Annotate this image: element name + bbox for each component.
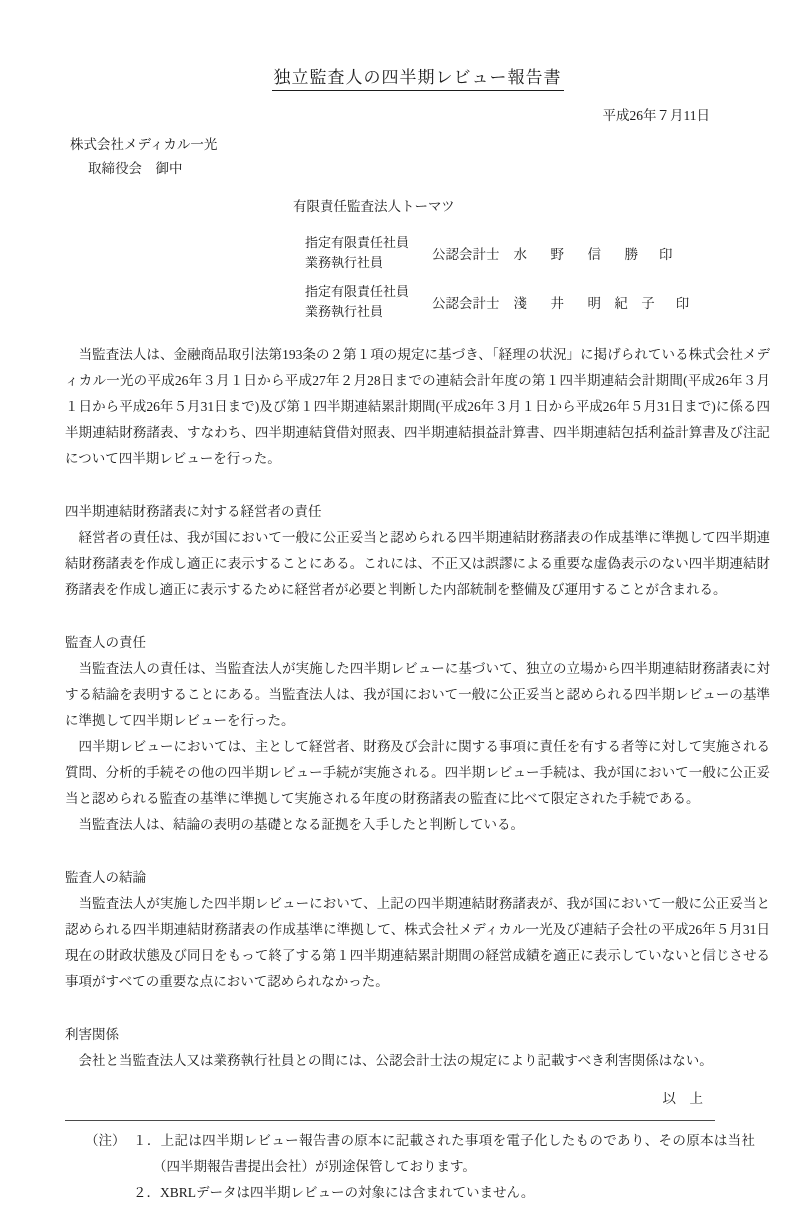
signatory-role-line1: 指定有限責任社員 (305, 235, 410, 250)
page-title (65, 63, 770, 88)
signatory-name: 淺 井 明 紀 子 (513, 296, 660, 311)
section-paragraph: 四半期レビューにおいては、主として経営者、財務及び会計に関する事項に責任を有する者等に対して実施される質問、分析的手続その他の四半期レビュー手続が実施される。四半期レビュー手続は、我が国において一般に公正妥当と認められる監査の基準に準拠して実施される年度の財務諸表の監査に比べて限定された手続である。 (65, 739, 770, 806)
section-heading: 監査人の責任 (65, 635, 146, 650)
page-title-text: 独立監査人の四半期レビュー報告書 (272, 68, 564, 91)
section-paragraph: 当監査法人の責任は、当監査法人が実施した四半期レビューに基づいて、独立の立場から四半期連結財務諸表に対する結論を表明することにある。当監査法人は、我が国において一般に公正妥当と認められる四半期レビューの基準に準拠して四半期レビューを行った。 (65, 661, 770, 728)
addressee-board: 取締役会 御中 (88, 161, 183, 176)
section-management-responsibility (65, 499, 770, 603)
signatory-row (305, 233, 770, 273)
footnote-item (133, 1180, 755, 1206)
footnote-number: １． (133, 1133, 161, 1148)
signatory-qualification: 公認会計士 (432, 296, 500, 311)
intro-paragraph: 当監査法人は、金融商品取引法第193条の２第１項の規定に基づき、「経理の状況」に掲げられている株式会社メディカル一光の平成26年３月１日から平成27年２月28日までの連結会計年度の第１四半期連結会計期間(平成26年３月１日から平成26年５月31日まで)及び第１四半期連結累計期間(平成26年３月１日から平成26年５月31日まで)に係る四半期連結財務諸表、すなわち、四半期連結貸借対照表、四半期連結損益計算書、四半期連結包括利益計算書及び注記について四半期レビューを行った。 (65, 347, 770, 466)
section-auditor-responsibility (65, 630, 770, 838)
addressee-block (65, 133, 770, 181)
footnotes (85, 1128, 770, 1206)
footnote-divider (65, 1120, 715, 1121)
closing-mark: 以 上 (662, 1091, 703, 1106)
addressee-company: 株式会社メディカル一光 (70, 137, 218, 152)
section-heading: 四半期連結財務諸表に対する経営者の責任 (65, 504, 322, 519)
section-heading: 監査人の結論 (65, 870, 146, 885)
footnote-items (133, 1128, 755, 1206)
signatory-name: 水 野 信 勝 (513, 247, 643, 262)
seal-mark: 印 (659, 247, 673, 262)
report-body (65, 342, 770, 1074)
signatory-role-line2: 業務執行社員 (305, 255, 384, 270)
section-paragraph: 会社と当監査法人又は業務執行社員との間には、公認会計士法の規定により記載すべき利害関係はない。 (65, 1053, 713, 1068)
footnote-item (133, 1128, 755, 1180)
auditor-firm-name: 有限責任監査法人トーマツ (293, 199, 455, 214)
signature-block (65, 233, 770, 322)
signatory-role-line1: 指定有限責任社員 (305, 284, 410, 299)
signatory-role (305, 282, 417, 322)
footnote-text: XBRLデータは四半期レビューの対象には含まれていません。 (160, 1185, 535, 1200)
section-paragraph: 当監査法人が実施した四半期レビューにおいて、上記の四半期連結財務諸表が、我が国において一般に公正妥当と認められる四半期連結財務諸表の作成基準に準拠して、株式会社メディカル一光及び連結子会社の平成26年５月31日現在の財政状態及び同日をもって終了する第１四半期連結累計期間の経営成績を適正に表示していないと信じさせる事項がすべての重要な点において認められなかった。 (65, 896, 770, 989)
section-auditor-conclusion (65, 865, 770, 995)
signatory-role (305, 233, 417, 273)
signatory-row (305, 282, 770, 322)
section-heading: 利害関係 (65, 1027, 119, 1042)
signatory-qualification: 公認会計士 (432, 247, 500, 262)
section-paragraph: 当監査法人は、結論の表明の基礎となる証拠を入手したと判断している。 (65, 817, 524, 832)
footnote-text: 上記は四半期レビュー報告書の原本に記載された事項を電子化したものであり、その原本は当社（四半期報告書提出会社）が別途保管しております。 (153, 1133, 756, 1174)
signatory-role-line2: 業務執行社員 (305, 304, 384, 319)
section-paragraph: 経営者の責任は、我が国において一般に公正妥当と認められる四半期連結財務諸表の作成基準に準拠して四半期連結財務諸表を作成し適正に表示することにある。これには、不正又は誤謬による重要な虚偽表示のない四半期連結財務諸表を作成し適正に表示するために経営者が必要と判断した内部統制を整備及び運用することが含まれる。 (65, 530, 770, 597)
footnote-label: （注） (85, 1133, 126, 1148)
section-interest-relationship (65, 1022, 770, 1074)
report-date: 平成26年７月11日 (602, 108, 710, 123)
footnote-number: ２． (133, 1185, 160, 1200)
seal-mark: 印 (675, 296, 690, 311)
